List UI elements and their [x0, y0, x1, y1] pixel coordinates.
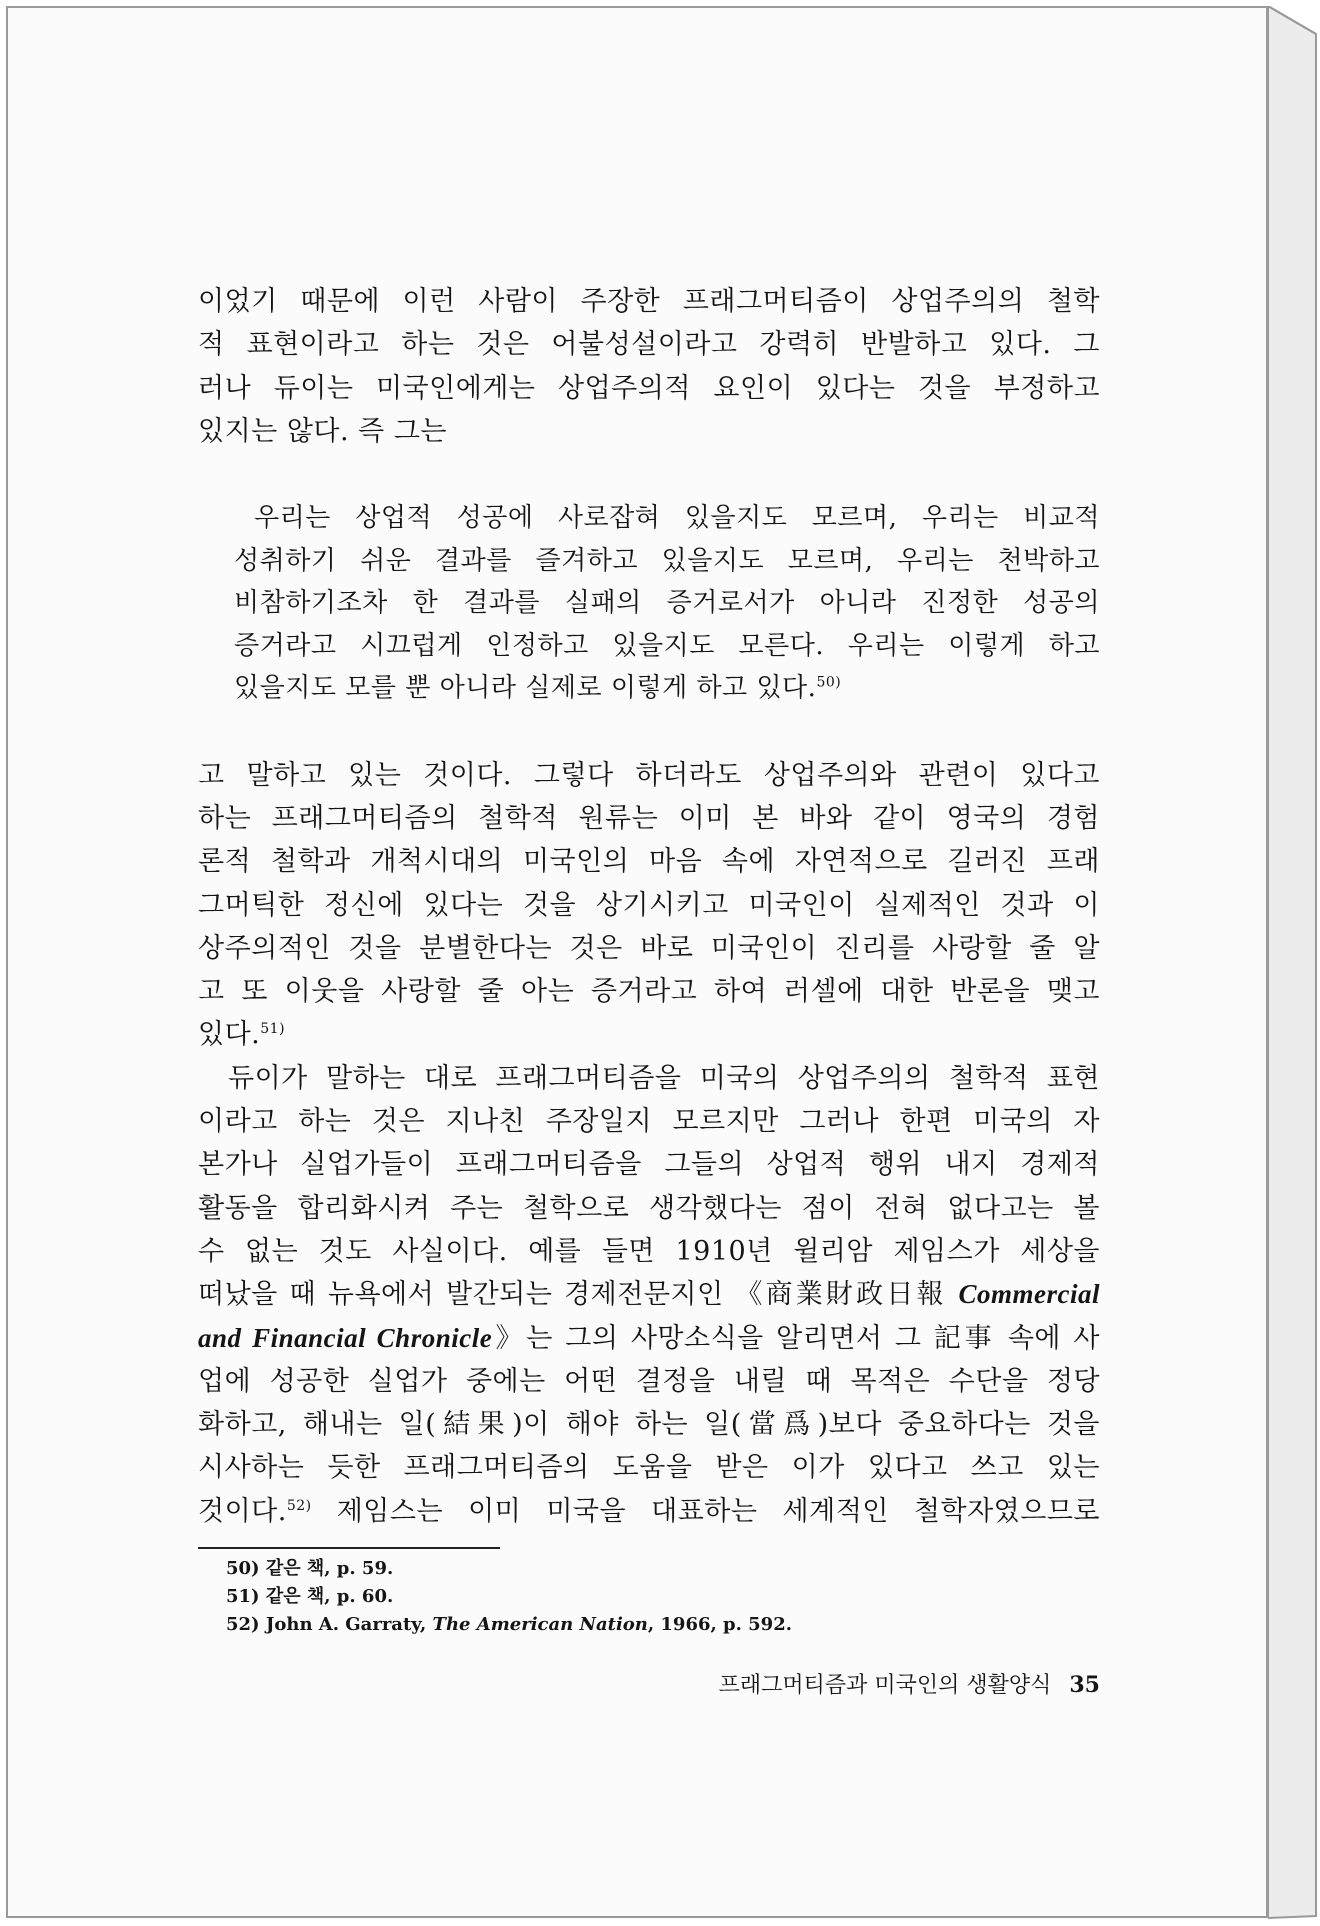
footnotes: [226, 1555, 1106, 1639]
text-line: 활동을 합리화시켜 주는 철학으로 생각했다는 점이 전혀 없다고는 볼: [198, 1192, 1100, 1224]
text-line-journal: [198, 1273, 1100, 1316]
journal-title-en: Commercial: [958, 1279, 1100, 1310]
journal-title-en-cont: and Financial Chronicle: [198, 1322, 493, 1353]
text-line-journal: [198, 1317, 1100, 1360]
quote-line: 성취하기 쉬운 결과를 즐겨하고 있을지도 모르며, 우리는 천박하고: [234, 545, 1100, 576]
text-line: 이었기 때문에 이런 사람이 주장한 프래그머티즘이 상업주의의 철학: [198, 286, 1100, 317]
footnote-52: [226, 1611, 1106, 1639]
text-line: 화하고, 해내는 일(結果)이 해야 하는 일(當爲)보다 중요하다는 것을: [198, 1409, 1100, 1441]
footnote-book-title: The American Nation: [432, 1614, 648, 1635]
footnote-divider: [198, 1547, 500, 1549]
quote-line: 우리는 상업적 성공에 사로잡혀 있을지도 모르며, 우리는 비교적: [254, 503, 1100, 534]
footnote-text: , 1966, p. 592.: [647, 1614, 792, 1635]
text-line: 시사하는 듯한 프래그머티즘의 도움을 받은 이가 있다고 쓰고 있는: [198, 1452, 1100, 1484]
quote-line: 증거라고 시끄럽게 인정하고 있을지도 모른다. 우리는 이렇게 하고: [234, 630, 1100, 661]
text-line: 러나 듀이는 미국인에게는 상업주의적 요인이 있다는 것을 부정하고: [198, 372, 1100, 404]
text-line: 듀이가 말하는 대로 프래그머티즘을 미국의 상업주의의 철학적 표현: [228, 1062, 1100, 1094]
footnote-ref-52[interactable]: 52): [286, 1497, 312, 1514]
text-line: 업에 성공한 실업가 중에는 어떤 결정을 내릴 때 목적은 수단을 정당: [198, 1365, 1100, 1397]
text-line: 하는 프래그머티즘의 철학적 원류는 이미 본 바와 같이 영국의 경험: [198, 802, 1100, 834]
text: 떠났을 때 뉴욕에서 발간되는 경제전문지인 《商業財政日報: [198, 1279, 959, 1311]
footnote-51: 51) 같은 책, p. 60.: [226, 1586, 394, 1607]
quote-text: 있을지도 모를 뿐 아니라 실제로 이렇게 하고 있다.: [234, 673, 817, 704]
footnote-ref-51[interactable]: 51): [260, 1021, 286, 1038]
text-line: 상주의적인 것을 분별한다는 것은 바로 미국인이 진리를 사랑할 줄 알: [198, 932, 1100, 964]
text-line-last: [198, 1013, 1100, 1056]
text-line: 고 또 이웃을 사랑할 줄 아는 증거라고 하여 러셀에 대한 반론을 맺고: [198, 976, 1100, 1008]
text: 있다.: [198, 1019, 261, 1051]
paragraph-1: [198, 280, 1100, 453]
text-line: [198, 1490, 1100, 1533]
paragraph-2: [198, 754, 1100, 1057]
running-title: 프래그머티즘과 미국인의 생활양식: [718, 1673, 1052, 1698]
text: 제임스는 이미 미국을 대표하는 세계적인 철학자였으므로: [311, 1495, 1100, 1527]
paragraph-3: [198, 1057, 1100, 1533]
text-line: 수 없는 것도 사실이다. 예를 들면 1910년 윌리암 제임스가 세상을: [198, 1235, 1100, 1267]
text-line: 이라고 하는 것은 지나친 주장일지 모르지만 그러나 한편 미국의 자: [198, 1106, 1100, 1138]
text-line: 고 말하고 있는 것이다. 그렇다 하더라도 상업주의와 관련이 있다고: [198, 759, 1100, 791]
footnote-text: 52) John A. Garraty,: [226, 1614, 433, 1635]
text-line: 론적 철학과 개척시대의 미국인의 마음 속에 자연적으로 길러진 프래: [198, 846, 1100, 878]
text-line: 그머틱한 정신에 있다는 것을 상기시키고 미국인이 실제적인 것과 이: [198, 889, 1100, 921]
text-line: 적 표현이라고 하는 것은 어불성설이라고 강력히 반발하고 있다. 그: [198, 329, 1100, 361]
footnote-50: 50) 같은 책, p. 59.: [226, 1558, 394, 1579]
text-line: 있지는 않다. 즉 그는: [198, 415, 447, 447]
text-line: 본가나 실업가들이 프래그머티즘을 그들의 상업적 행위 내지 경제적: [198, 1149, 1100, 1181]
text: 》는 그의 사망소식을 알리면서 그 記事 속에 사: [492, 1322, 1100, 1354]
body-text: [198, 280, 1100, 1533]
footnote-ref-50[interactable]: 50): [816, 674, 842, 691]
page-number: 35: [1069, 1672, 1100, 1698]
quote-line: 비참하기조차 한 결과를 실패의 증거로서가 아니라 진정한 성공의: [234, 588, 1100, 619]
text: 것이다.: [198, 1495, 287, 1527]
running-footer: [620, 1668, 1100, 1699]
quote-line-last: [234, 667, 1100, 710]
block-quote: [234, 497, 1100, 710]
